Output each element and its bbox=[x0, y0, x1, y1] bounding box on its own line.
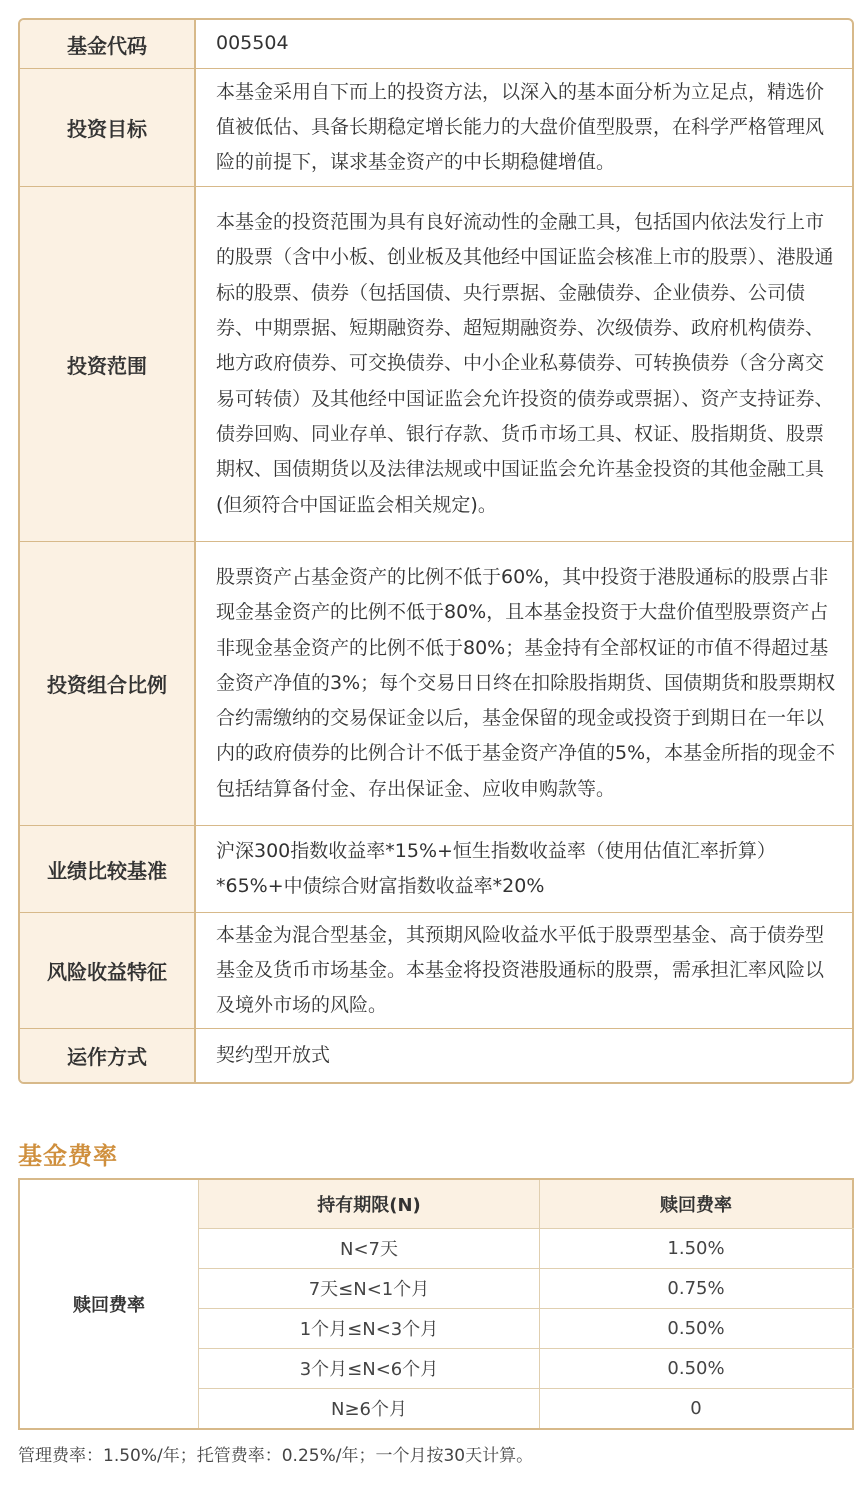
fund-info-table bbox=[18, 18, 854, 1084]
row-value: 本基金为混合型基金，其预期风险收益水平低于股票型基金、高于债券型基金及货币市场基金。本基金将投资港股通标的股票，需承担汇率风险以及境外市场的风险。 bbox=[216, 923, 825, 1017]
row-value: 本基金采用自下而上的投资方法，以深入的基本面分析为立足点，精选价值被低估、具备长期稳定增长能力的大盘价值型股票，在科学严格管理风险的前提下，谋求基金资产的中长期稳健增值。 bbox=[216, 80, 825, 174]
redemption-rate-cell: 0 bbox=[540, 1389, 854, 1428]
row-investment-scope bbox=[20, 186, 852, 541]
holding-period-cell: 1个月≤N<3个月 bbox=[199, 1309, 540, 1348]
header-redemption-rate: 赎回费率 bbox=[540, 1180, 854, 1228]
row-benchmark bbox=[20, 825, 852, 912]
row-label: 投资组合比例 bbox=[20, 542, 196, 825]
holding-period-cell: 7天≤N<1个月 bbox=[199, 1269, 540, 1308]
table-row bbox=[199, 1229, 854, 1269]
row-label: 基金代码 bbox=[20, 20, 196, 68]
redemption-rate-cell: 0.50% bbox=[540, 1309, 854, 1348]
redemption-rate-cell: 0.50% bbox=[540, 1349, 854, 1388]
header-holding-period: 持有期限(N) bbox=[199, 1180, 540, 1228]
table-row bbox=[199, 1309, 854, 1349]
redemption-fee-table bbox=[18, 1178, 854, 1430]
fee-footnote: 管理费率：1.50%/年；托管费率：0.25%/年；一个月按30天计算。 bbox=[18, 1446, 534, 1466]
holding-period-cell: N<7天 bbox=[199, 1229, 540, 1268]
row-value: 股票资产占基金资产的比例不低于60%，其中投资于港股通标的股票占非现金基金资产的比例不低于80%，且本基金投资于大盘价值型股票资产占非现金基金资产的比例不低于80%；基金持有全部权证的市值不得超过基金资产净值的3%；每个交易日日终在扣除股指期货、国债期货和股票期权合约需缴纳的交易保证金以后，基金保留的现金或投资于到期日在一年以内的政府债券的比例合计不低于基金资产净值的5%，本基金所指的现金不包括结算备付金、存出保证金、应收申购款等。 bbox=[216, 565, 836, 800]
fee-grid bbox=[199, 1180, 854, 1428]
row-fund-code bbox=[20, 20, 852, 68]
table-row bbox=[199, 1389, 854, 1428]
row-value: 沪深300指数收益率*15%+恒生指数收益率（使用估值汇率折算）*65%+中债综合财富指数收益率*20% bbox=[216, 839, 776, 897]
row-operation-mode bbox=[20, 1028, 852, 1082]
row-value: 005504 bbox=[216, 32, 289, 55]
holding-period-cell: 3个月≤N<6个月 bbox=[199, 1349, 540, 1388]
row-investment-objective bbox=[20, 68, 852, 186]
row-label: 业绩比较基准 bbox=[20, 826, 196, 912]
redemption-rate-cell: 0.75% bbox=[540, 1269, 854, 1308]
row-label: 风险收益特征 bbox=[20, 913, 196, 1028]
row-label: 运作方式 bbox=[20, 1029, 196, 1082]
table-row bbox=[199, 1349, 854, 1389]
redemption-rate-cell: 1.50% bbox=[540, 1229, 854, 1268]
row-label: 投资范围 bbox=[20, 187, 196, 541]
row-value: 本基金的投资范围为具有良好流动性的金融工具，包括国内依法发行上市的股票（含中小板、创业板及其他经中国证监会核准上市的股票）、港股通标的股票、债券（包括国债、央行票据、金融债券、企业债券、公司债券、中期票据、短期融资券、超短期融资券、次级债券、政府机构债券、地方政府债券、可交换债券、中小企业私募债券、可转换债券（含分离交易可转债）及其他经中国证监会允许投资的债券或票据）、资产支持证券、债券回购、同业存单、银行存款、货币市场工具、权证、股指期货、股票期权、国债期货以及法律法规或中国证监会允许基金投资的其他金融工具(但须符合中国证监会相关规定)。 bbox=[216, 211, 834, 516]
fee-header-row bbox=[199, 1180, 854, 1229]
table-row bbox=[199, 1269, 854, 1309]
row-portfolio-ratio bbox=[20, 541, 852, 825]
holding-period-cell: N≥6个月 bbox=[199, 1389, 540, 1428]
row-label: 投资目标 bbox=[20, 69, 196, 186]
section-title-fund-fees: 基金费率 bbox=[18, 1142, 118, 1170]
row-risk-return bbox=[20, 912, 852, 1028]
fee-side-label: 赎回费率 bbox=[20, 1180, 199, 1428]
row-value: 契约型开放式 bbox=[216, 1043, 331, 1066]
